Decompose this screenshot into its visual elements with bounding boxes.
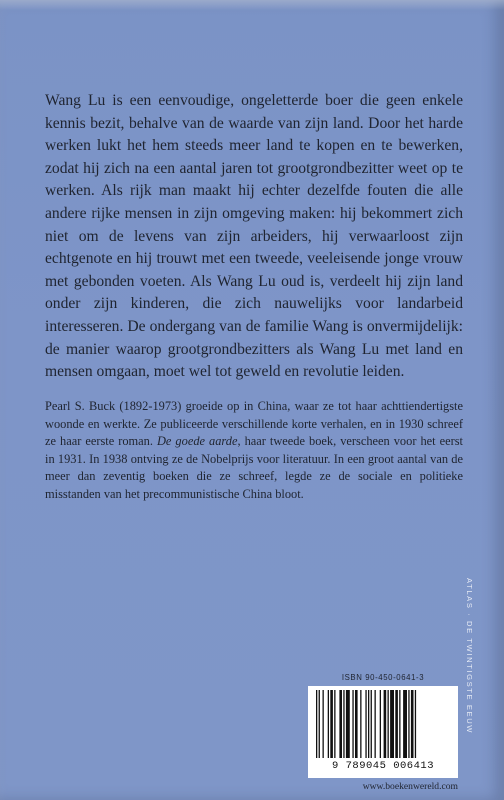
book-title-italic: De goede aarde <box>156 434 238 449</box>
author-bio-part1: Pearl S. Buck (1892-1973) groeide op in China, waar ze tot haar achttiendertigste woonde en werkte. Ze publiceerde verschillende korte verhalen, en in 1930 schreef ze haar eerste roman. <box>45 399 463 449</box>
barcode-bars <box>316 690 450 760</box>
publisher-website: www.boekenwereld.com <box>362 781 458 792</box>
author-bio <box>45 398 463 504</box>
cover-top-edge <box>0 0 504 10</box>
synopsis-text: Wang Lu is een eenvoudige, ongeletterde boer die geen enkele kennis bezit, behalve van de waarde van zijn land. Door het harde werken lukt het hem steeds meer land te kopen en te bewerken, zodat hij zich na een aantal jaren tot grootgrondbezitter weet op te werken. Als rijk man maakt hij echter dezelfde fouten die alle andere rijke mensen in zijn omgeving maken: hij bekommert zich niet om de levens van zijn arbeiders, hij verwaarloost zijn echtgenote en hij trouwt met een tweede, veeleisende jonge vrouw met gebonden voeten. Als Wang Lu oud is, verdeelt hij zijn land onder zijn kinderen, die zich nauwelijks voor landarbeid interesseren. De ondergang van de familie Wang is onvermijdelijk: de manier waarop grootgrondbezitters als Wang Lu met land en mensen omgaan, moet wel tot geweld en revolutie leiden. <box>45 92 463 381</box>
isbn-label: ISBN 90-450-0641-3 <box>341 673 425 682</box>
barcode-digits: 9 789045 006413 <box>331 760 434 772</box>
author-bio-part2: , haar tweede boek, verscheen voor het eerst in 1931. In 1938 ontving ze de Nobelprijs voor literatuur. In een groot aantal van de meer dan zeventig boeken die ze schreef, legde ze de sociale en politieke misstanden van het precommunistische China bloot. <box>45 434 463 501</box>
series-spine-label: ATLAS · DE TWINTIGSTE EEUW <box>465 578 474 735</box>
barcode <box>308 686 458 778</box>
